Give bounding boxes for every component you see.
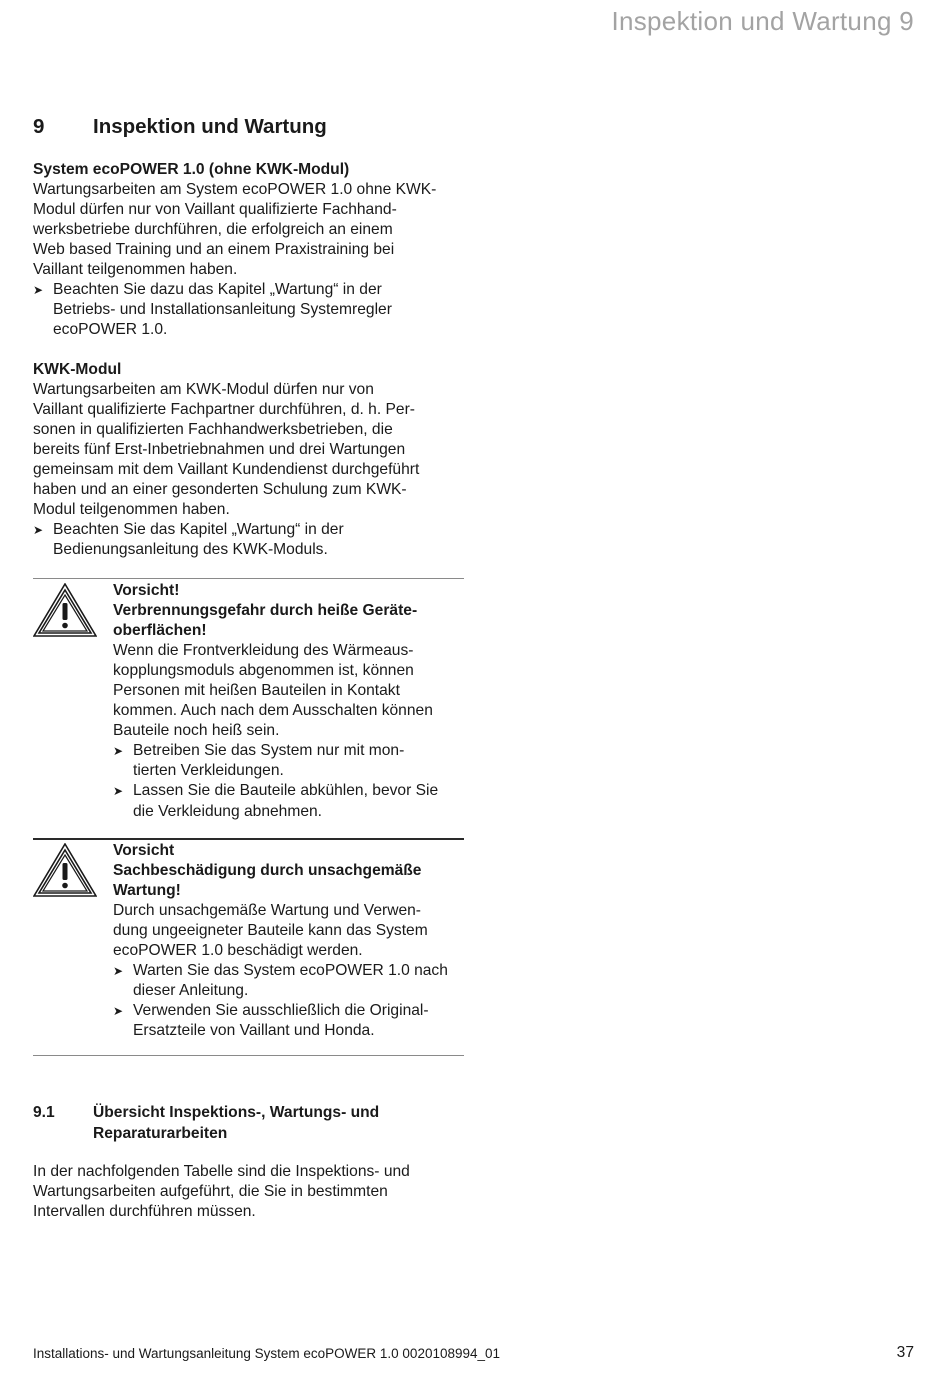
warning-triangle-icon	[33, 843, 97, 897]
chapter-heading	[33, 115, 327, 139]
bullet-line: die Verkleidung abnehmen.	[133, 802, 322, 820]
bullet-line: Verwenden Sie ausschließlich die Original-	[133, 1002, 429, 1020]
warning-bullet	[113, 1001, 465, 1041]
warning-line: ecoPOWER 1.0 beschädigt werden.	[113, 942, 363, 960]
page-number: 37	[896, 1344, 914, 1361]
warning-subtitle-line: Verbrennungsgefahr durch heiße Geräte-	[113, 602, 418, 620]
warning-line: Wenn die Frontverkleidung des Wärmeaus-	[113, 642, 414, 660]
paragraph-line: Vaillant qualifizierte Fachpartner durchführen, d. h. Per-	[33, 401, 415, 419]
paragraph-line: werksbetriebe durchführen, die erfolgreich an einem	[33, 221, 393, 239]
warning-text	[113, 581, 465, 822]
warning-line: Personen mit heißen Bauteilen in Kontakt	[113, 682, 400, 700]
warning-triangle-icon	[33, 583, 97, 637]
paragraph-line: haben und an einer gesonderten Schulung zum KWK-	[33, 481, 407, 499]
warning-line: Bauteile noch heiß sein.	[113, 722, 280, 740]
bullet-line: ecoPOWER 1.0.	[53, 321, 168, 339]
bullet-line: dieser Anleitung.	[133, 982, 249, 1000]
bullet-line: Betriebs- und Installationsanleitung Systemregler	[53, 301, 392, 319]
arrow-bullet-icon: ➤	[113, 784, 124, 799]
bullet-line: Beachten Sie das Kapitel „Wartung“ in der	[53, 521, 344, 539]
footer-text: Installations- und Wartungsanleitung System ecoPOWER 1.0 0020108994_01	[33, 1346, 501, 1361]
paragraph-line: Intervallen durchführen müssen.	[33, 1203, 256, 1221]
arrow-bullet-icon: ➤	[113, 964, 124, 979]
paragraph-line: Vaillant teilgenommen haben.	[33, 261, 238, 279]
warning-bullet	[113, 741, 465, 781]
section-title-line: Reparaturarbeiten	[93, 1125, 228, 1142]
instruction-bullet	[33, 520, 465, 560]
paragraph-line: Modul teilgenommen haben.	[33, 501, 230, 519]
arrow-bullet-icon: ➤	[113, 744, 124, 759]
warning-line: kopplungsmoduls abgenommen ist, können	[113, 662, 414, 680]
warning-line: kommen. Auch nach dem Ausschalten können	[113, 702, 433, 720]
running-header: Inspektion und Wartung 9	[611, 6, 914, 36]
warning-subtitle-line: Wartung!	[113, 882, 181, 900]
bullet-line: Beachten Sie dazu das Kapitel „Wartung“ in der	[53, 281, 382, 299]
paragraph-line: Wartungsarbeiten am System ecoPOWER 1.0 ohne KWK-	[33, 181, 437, 199]
warning-subtitle-line: Sachbeschädigung durch unsachgemäße	[113, 862, 422, 880]
arrow-bullet-icon: ➤	[33, 283, 44, 298]
kwk-section	[33, 360, 465, 560]
paragraph-line: Wartungsarbeiten am KWK-Modul dürfen nur von	[33, 381, 374, 399]
chapter-title: Inspektion und Wartung	[93, 115, 327, 138]
bullet-line: Warten Sie das System ecoPOWER 1.0 nach	[133, 962, 448, 980]
warning-text	[113, 841, 465, 1041]
bullet-line: tierten Verkleidungen.	[133, 762, 284, 780]
divider	[33, 838, 464, 840]
paragraph-line: Web based Training und an einem Praxistraining bei	[33, 241, 395, 259]
paragraph-line: gemeinsam mit dem Vaillant Kundendienst durchgeführt	[33, 461, 420, 479]
section-number: 9.1	[33, 1104, 55, 1121]
bullet-line: Lassen Sie die Bauteile abkühlen, bevor Sie	[133, 782, 439, 800]
warning-line: Durch unsachgemäße Wartung und Verwen-	[113, 902, 421, 920]
paragraph-line: Modul dürfen nur von Vaillant qualifizierte Fachhand-	[33, 201, 397, 219]
instruction-bullet	[33, 280, 465, 340]
warning-title: Vorsicht	[113, 842, 175, 859]
section-title-line: Übersicht Inspektions-, Wartungs- und	[93, 1104, 380, 1121]
bullet-line: Bedienungsanleitung des KWK-Moduls.	[53, 541, 328, 559]
arrow-bullet-icon: ➤	[33, 523, 44, 538]
bullet-line: Ersatzteile von Vaillant und Honda.	[133, 1022, 375, 1040]
warning-bullet	[113, 781, 465, 821]
divider	[33, 1055, 464, 1056]
paragraph-line: Wartungsarbeiten aufgeführt, die Sie in bestimmten	[33, 1183, 388, 1201]
paragraph-line: bereits fünf Erst-Inbetriebnahmen und drei Wartungen	[33, 441, 406, 459]
section-intro	[33, 1162, 465, 1222]
warning-line: dung ungeeigneter Bauteile kann das System	[113, 922, 428, 940]
system-heading: System ecoPOWER 1.0 (ohne KWK-Modul)	[33, 161, 350, 178]
kwk-heading: KWK-Modul	[33, 361, 122, 378]
divider	[33, 578, 464, 579]
warning-bullet	[113, 961, 465, 1001]
warning-title: Vorsicht!	[113, 582, 180, 599]
warning-subtitle-line: oberflächen!	[113, 622, 207, 640]
warning-box-burn	[33, 578, 464, 840]
system-section	[33, 160, 465, 340]
bullet-line: Betreiben Sie das System nur mit mon-	[133, 742, 405, 760]
arrow-bullet-icon: ➤	[113, 1004, 124, 1019]
paragraph-line: In der nachfolgenden Tabelle sind die Inspektions- und	[33, 1163, 410, 1180]
paragraph-line: sonen in qualifizierten Fachhandwerksbetrieben, die	[33, 421, 393, 439]
chapter-number: 9	[33, 115, 45, 138]
warning-box-damage	[33, 838, 464, 1058]
section-title	[93, 1102, 453, 1144]
